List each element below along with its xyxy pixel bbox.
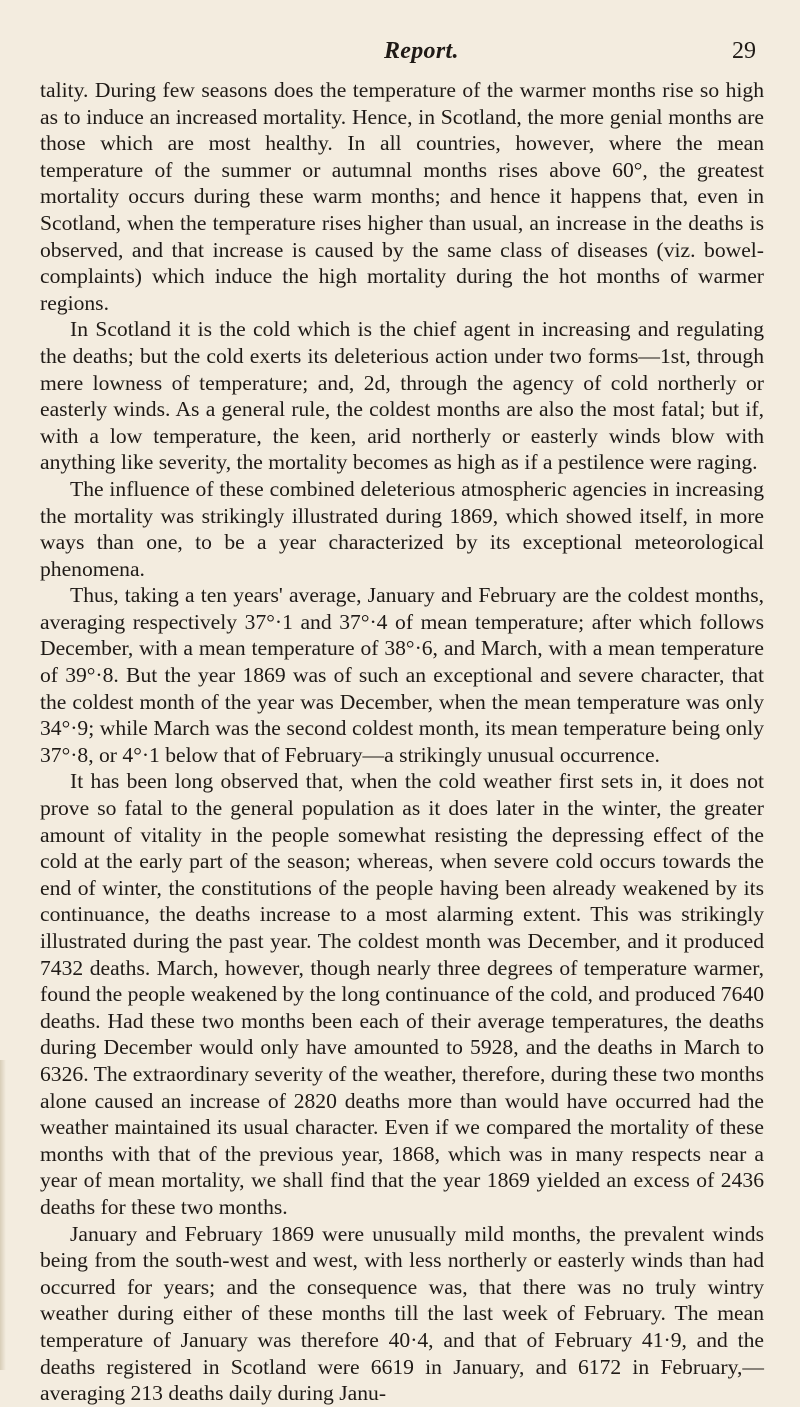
- paragraph: January and February 1869 were unusually mild months, the prevalent winds being from the south-west and west, with less northerly or easterly winds than had occurred for years; and the consequence was, that there was no truly wintry weather during either of these months till the last week of February. The mean temperature of January was therefore 40·4, and that of February 41·9, and the deaths registered in Scotland were 6619 in January, and 6172 in February,—averaging 213 deaths daily during Janu-: [40, 1221, 764, 1406]
- page-edge-shadow: [0, 1060, 6, 1370]
- paragraph: The influence of these combined deleterious atmospheric agencies in increasing the mortality was strikingly illustrated during 1869, which showed itself, in more ways than one, to be a year characterized by its exceptional meteorological phenomena.: [40, 476, 764, 581]
- paragraph: Thus, taking a ten years' average, January and February are the coldest months, averaging respectively 37°·1 and 37°·4 of mean temperature; after which follows December, with a mean temperature of 38°·6, and March, with a mean temperature of 39°·8. But the year 1869 was of such an exceptional and severe character, that the coldest month of the year was December, when the mean temperature was only 34°·9; while March was the second coldest month, its mean temperature being only 37°·8, or 4°·1 below that of February—a strikingly unusual occurrence.: [40, 583, 764, 767]
- body-text: [40, 77, 764, 1407]
- page-number: 29: [732, 38, 756, 64]
- paragraph: It has been long observed that, when the cold weather first sets in, it does not prove so fatal to the general population as it does later in the winter, the greater amount of vitality in the people somewhat resisting the depressing effect of the cold at the early part of the season; whereas, when severe cold occurs towards the end of winter, the constitutions of the people having been already weakened by its continuance, the deaths increase to a most alarming extent. This was strikingly illustrated during the past year. The coldest month was December, and it produced 7432 deaths. March, however, though nearly three degrees of temperature warmer, found the people weakened by the long continuance of the cold, and produced 7640 deaths. Had these two months been each of their average temperatures, the deaths during December would only have amounted to 5928, and the deaths in March to 6326. The extraordinary severity of the weather, therefore, during these two months alone caused an increase of 2820 deaths more than would have occurred had the weather maintained its usual character. Even if we compared the mortality of these months with that of the previous year, 1868, which was in many respects near a year of mean mortality, we shall find that the year 1869 yielded an excess of 2436 deaths for these two months.: [40, 769, 764, 1219]
- running-title: Report.: [384, 38, 459, 64]
- paragraph: In Scotland it is the cold which is the chief agent in increasing and regulating the deaths; but the cold exerts its deleterious action under two forms—1st, through mere lowness of temperature; and, 2d, through the agency of cold northerly or easterly winds. As a general rule, the coldest months are also the most fatal; but if, with a low temperature, the keen, arid northerly or easterly winds blow with anything like severity, the mortality becomes as high as if a pestilence were raging.: [40, 317, 764, 475]
- page-header: [40, 30, 764, 70]
- paragraph: tality. During few seasons does the temperature of the warmer months rise so high as to induce an increased mortality. Hence, in Scotland, the more genial months are those which are most healthy. In all countries, however, where the mean temperature of the summer or autumnal months rises above 60°, the greatest mortality occurs during these warm months; and hence it happens that, even in Scotland, when the temperature rises higher than usual, an increase in the deaths is observed, and that increase is caused by the same class of diseases (viz. bowel-complaints) which induce the high mortality during the hot months of warmer regions.: [40, 78, 764, 315]
